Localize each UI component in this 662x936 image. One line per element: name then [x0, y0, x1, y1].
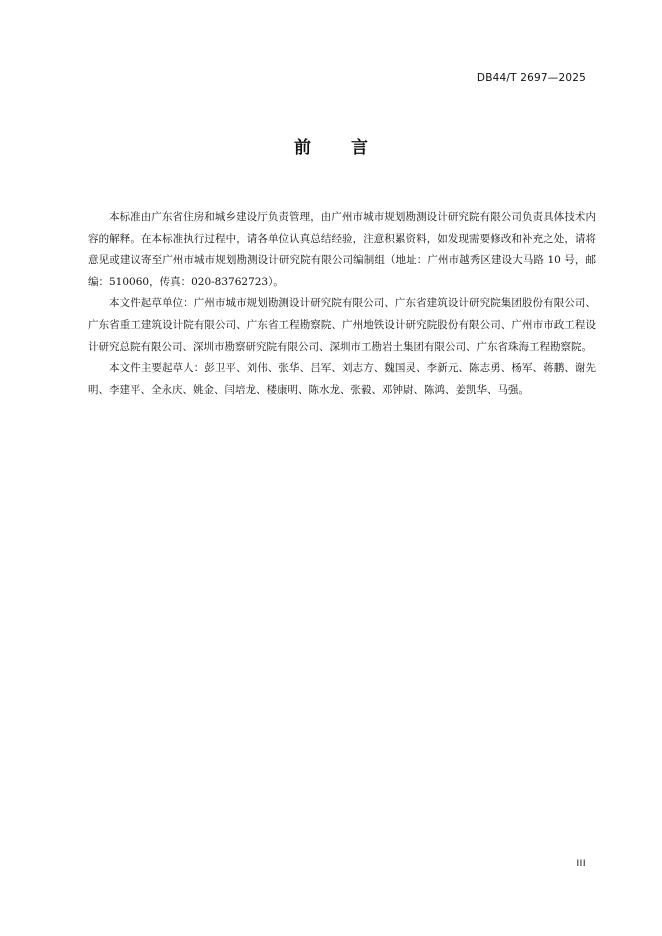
paragraph-drafting-units: 本文件起草单位：广州市城市规划勘测设计研究院有限公司、广东省建筑设计研究院集团股份有限公司、广东省重工建筑设计院有限公司、广东省工程勘察院、广州地铁设计研究院股份有限公司、广州市市政工程设计研究总院有限公司、深圳市勘察研究院有限公司、深圳市工勘岩土集团有限公司、广东省珠海工程勘察院。 — [88, 297, 596, 353]
paragraph-drafters: 本文件主要起草人：彭卫平、刘伟、张华、吕军、刘志方、魏国灵、李新元、陈志勇、杨军、蒋鹏、谢先明、李建平、全永庆、姚金、闫培龙、楼康明、陈水龙、张毅、邓钟尉、陈鸿、姜凯华、马强。 — [88, 362, 596, 396]
title-char-1: 前 — [294, 138, 311, 158]
foreword-body — [88, 207, 596, 401]
page-number: III — [576, 859, 586, 869]
paragraph-responsibility: 本标准由广东省住房和城乡建设厅负责管理，由广州市城市规划勘测设计研究院有限公司负责具体技术内容的解释。在本标准执行过程中，请各单位认真总结经验，注意积累资料，如发现需要修改和补充之处，请将意见或建议寄至广州市城市规划勘测设计研究院有限公司编制组（地址：广州市越秀区建设大马路 10 号，邮编：510060，传真：020-83762723）。 — [88, 211, 596, 288]
document-code: DB44/T 2697—2025 — [476, 72, 586, 84]
page-title — [0, 133, 662, 158]
title-char-2: 言 — [351, 138, 368, 158]
